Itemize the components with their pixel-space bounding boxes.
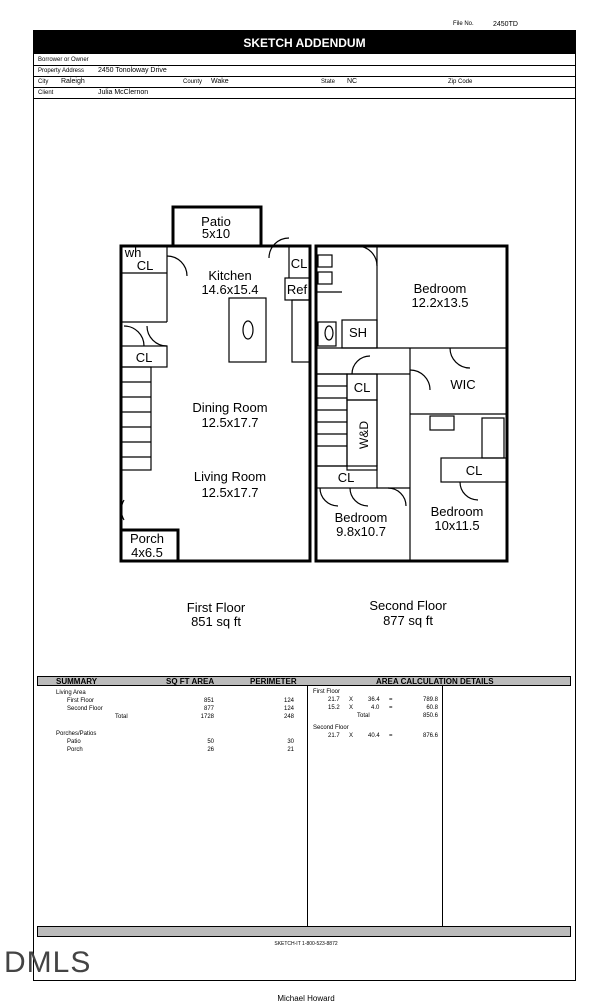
patio-row-label: Patio [67,739,81,745]
cl-label-3: CL [135,350,153,365]
wic-label: WIC [450,377,476,392]
patio-label: Patio [201,214,231,229]
patio-perim: 30 [287,739,294,745]
summary-divider-2 [442,686,443,926]
details-r1-x: X [349,697,354,703]
details-r3-eq: = [389,733,393,739]
details-total-val: 850.6 [422,713,438,719]
cl-label-4: CL [353,380,371,395]
second-floor-sqft: 877 [203,706,214,712]
details-r1-a: 21.7 [328,697,340,703]
first-floor-perim: 124 [283,698,294,704]
county-label: County [183,79,203,85]
dining-label: Dining Room [192,400,268,415]
footer-code: SKETCH-IT 1-800-523-8872 [274,941,338,947]
property-value: 2450 Tonoloway Drive [98,67,167,74]
wd-label: W&D [357,421,371,449]
summary-header: SUMMARY [56,677,98,686]
client-label: Client [38,90,54,96]
bedroom-3-label: Bedroom [430,504,484,519]
patio-dim: 5x10 [201,226,231,241]
details-r2-x: X [349,705,354,711]
bedroom-2-dim: 9.8x10.7 [336,524,386,539]
city-value: Raleigh [61,78,85,85]
living-dim: 12.5x17.7 [201,485,259,500]
state-value: NC [347,78,358,85]
first-floor-row-label: First Floor [67,698,94,704]
bedroom-1-dim: 12.2x13.5 [411,295,469,310]
first-floor-sqft: 851 [203,698,214,704]
perimeter-header: PERIMETER [250,677,297,686]
details-r3-b: 40.4 [368,733,380,739]
city-label: City [38,79,49,85]
first-floor-area: 851 sq ft [191,614,241,629]
total-perim: 248 [283,714,294,720]
file-no: 2450TD [493,21,518,28]
details-r3-x: X [349,733,354,739]
county-value: Wake [211,78,229,85]
dmls-watermark: DMLS [4,946,92,979]
second-floor-row-label: Second Floor [67,706,103,712]
sqft-header: SQ FT AREA [166,677,215,686]
cl-label-6: CL [465,463,483,478]
second-floor-label: Second Floor [369,598,447,613]
cl-label-2: CL [290,256,308,271]
property-label: Property Address [38,68,85,74]
porch-perim: 21 [287,747,294,753]
second-floor-perim: 124 [283,706,294,712]
bedroom-3-dim: 10x11.5 [434,518,480,533]
client-value: Julia McClernon [98,89,149,96]
form-title: SKETCH ADDENDUM [33,30,576,54]
kitchen-dim: 14.6x15.4 [201,282,259,297]
porch-sqft: 26 [207,747,214,753]
details-r1-v: 789.8 [422,697,438,703]
porch-dim: 4x6.5 [131,545,163,560]
living-label: Living Room [193,469,267,484]
cl-label-5: CL [337,470,355,485]
state-label: State [321,79,336,85]
bedroom-1-label: Bedroom [413,281,467,296]
zip-label: Zip Code [448,79,473,85]
details-r2-b: 4.0 [371,705,380,711]
living-area-label: Living Area [56,690,86,696]
dining-dim: 12.5x17.7 [201,415,259,430]
kitchen-label: Kitchen [208,268,252,283]
details-r3-a: 21.7 [328,733,340,739]
wh-label: wh [124,245,142,260]
cl-label-1: CL [136,258,154,273]
summary-divider-1 [307,686,308,926]
total-label: Total [115,714,128,720]
summary-footer-bar [37,926,571,937]
details-r1-eq: = [389,697,393,703]
bedroom-2-label: Bedroom [334,510,388,525]
patio-sqft: 50 [207,739,214,745]
total-sqft: 1728 [200,714,214,720]
second-floor-area: 877 sq ft [383,613,433,628]
summary-header-bar [37,676,571,686]
details-r2-a: 15.2 [328,705,340,711]
details-total-label: Total [357,713,370,719]
details-r2-eq: = [389,705,393,711]
borrower-label: Borrower or Owner [38,57,89,63]
details-first-floor: First Floor [313,689,340,695]
porches-label: Porches/Patios [56,731,97,737]
details-r2-v: 60.8 [426,705,438,711]
sh-label: SH [348,325,368,340]
ref-label: Ref [286,282,308,297]
first-floor-label: First Floor [186,600,246,615]
details-r3-v: 876.6 [422,733,438,739]
details-second-floor: Second Floor [313,725,349,731]
signature: Michael Howard [277,994,335,1003]
porch-label: Porch [130,531,164,546]
porch-row-label: Porch [67,747,83,753]
details-r1-b: 36.4 [368,697,380,703]
file-no-label: File No. [453,21,474,27]
details-header: AREA CALCULATION DETAILS [376,677,494,686]
